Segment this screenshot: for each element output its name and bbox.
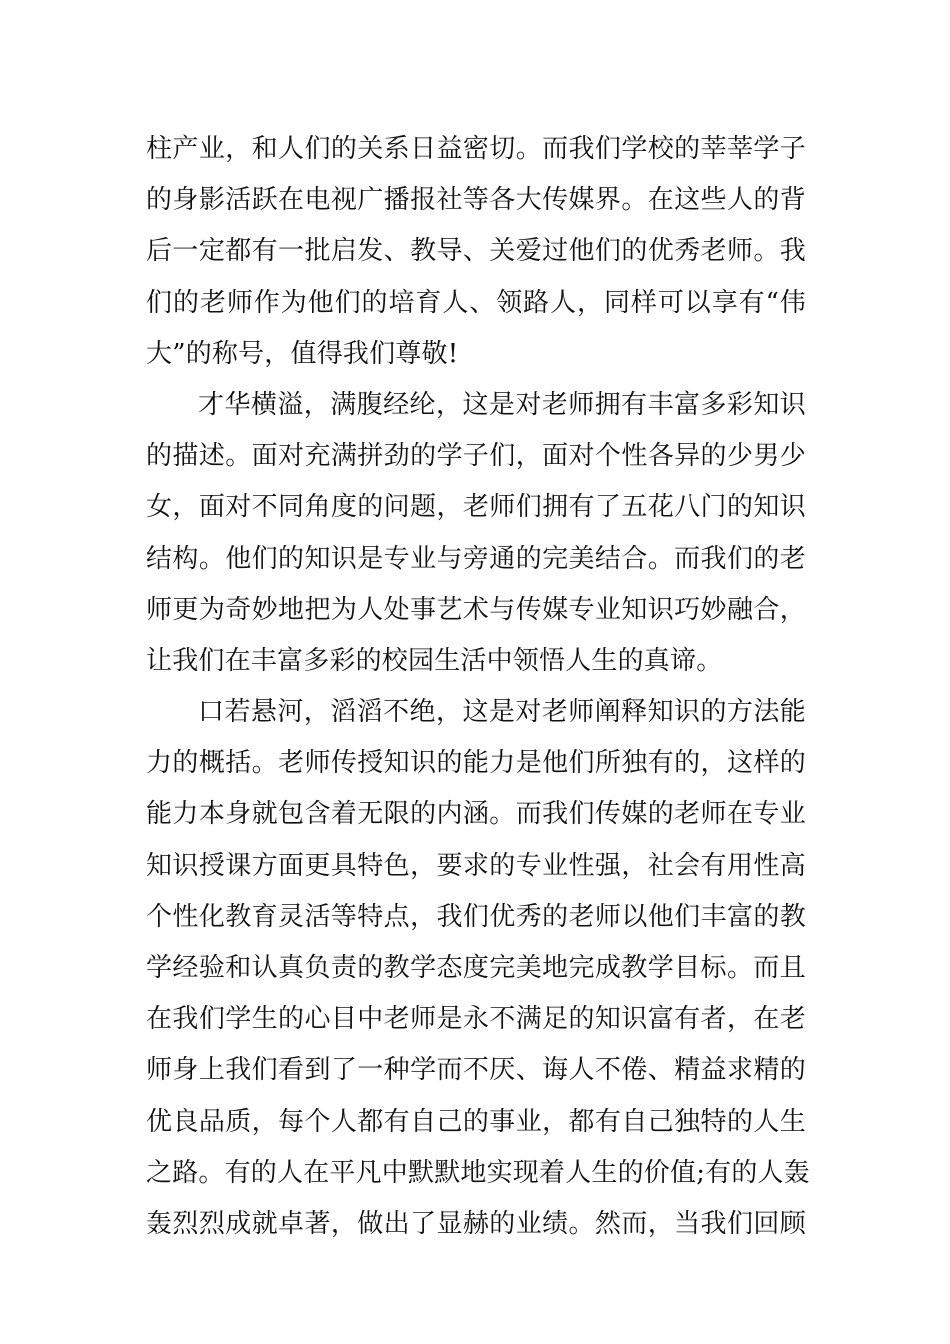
text-line: 师更为奇妙地把为人处事艺术与传媒专业知识巧妙融合， — [146, 594, 806, 625]
text-line: 大”的称号，值得我们尊敬! — [146, 338, 459, 369]
text-line: 柱产业，和人们的关系日益密切。而我们学校的莘莘学子 — [146, 134, 806, 164]
body-text — [146, 124, 810, 1250]
text-line: 师身上我们看到了一种学而不厌、诲人不倦、精益求精的 — [146, 1055, 806, 1086]
text-line: 个性化教育灵活等特点，我们优秀的老师以他们丰富的教 — [146, 901, 806, 932]
text-line: 让我们在丰富多彩的校园生活中领悟人生的真谛。 — [146, 645, 723, 676]
text-line: 知识授课方面更具特色，要求的专业性强，社会有用性高 — [146, 850, 806, 881]
text-line: 优良品质，每个人都有自己的事业，都有自己独特的人生 — [146, 1106, 806, 1137]
text-line: 能力本身就包含着无限的内涵。而我们传媒的老师在专业 — [146, 799, 806, 830]
text-line: 之路。有的人在平凡中默默地实现着人生的价值;有的人轰 — [146, 1157, 810, 1188]
text-line: 才华横溢，满腹经纶，这是对老师拥有丰富多彩知识 — [198, 389, 806, 420]
text-line: 口若悬河，滔滔不绝，这是对老师阐释知识的方法能 — [198, 697, 806, 728]
text-line: 在我们学生的心目中老师是永不满足的知识富有者，在老 — [146, 1004, 806, 1035]
text-line: 的身影活跃在电视广播报社等各大传媒界。在这些人的背 — [146, 185, 806, 216]
text-line: 学经验和认真负责的教学态度完美地完成教学目标。而且 — [146, 953, 806, 983]
text-line: 的描述。面对充满拼劲的学子们，面对个性各异的少男少 — [146, 441, 806, 472]
text-line: 结构。他们的知识是专业与旁通的完美结合。而我们的老 — [146, 543, 806, 574]
text-line: 女，面对不同角度的问题，老师们拥有了五花八门的知识 — [146, 492, 806, 523]
text-line: 轰烈烈成就卓著，做出了显赫的业绩。然而，当我们回顾 — [146, 1208, 806, 1239]
text-line: 后一定都有一批启发、教导、关爱过他们的优秀老师。我 — [146, 236, 806, 267]
text-line: 们的老师作为他们的培育人、领路人，同样可以享有“伟 — [146, 287, 806, 318]
text-line: 力的概括。老师传授知识的能力是他们所独有的，这样的 — [146, 748, 806, 779]
